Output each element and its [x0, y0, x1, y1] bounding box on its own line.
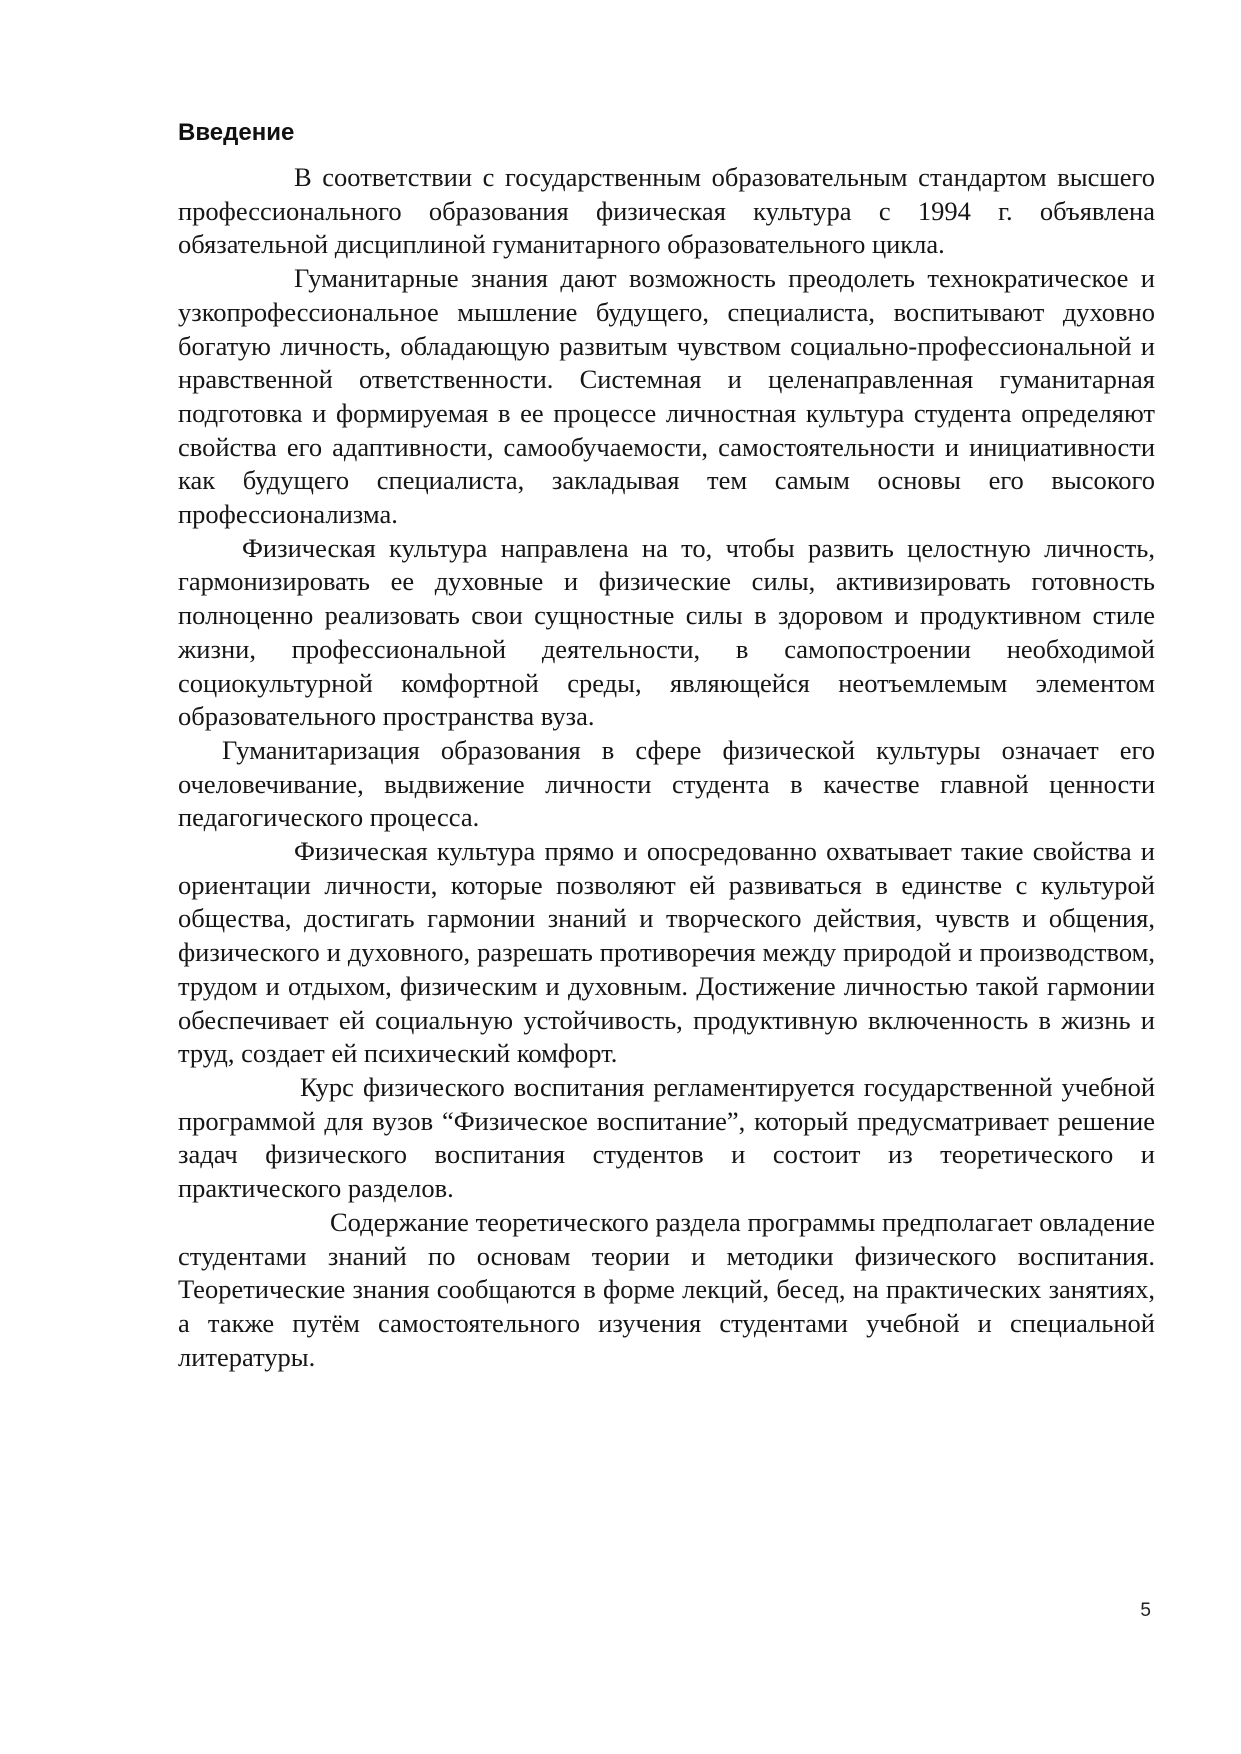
page-number: 5 — [1140, 1600, 1151, 1621]
paragraph-personality-properties: Физическая культура прямо и опосредованно охватывает такие свойства и ориентации личности, которые позволяют ей развиваться в единстве с культурой общества, достигать гармонии знаний и творческого действия, чувств и общения, физического и духовного, разрешать противоречия между природой и производством, трудом и отдыхом, физическим и духовным. Достижение личностью такой гармонии обеспечивает ей социальную устойчивость, продуктивную включенность в жизнь и труд, создает ей психический комфорт. — [178, 836, 1155, 1069]
paragraph-course-program: Курс физического воспитания регламентируется государственной учебной программой для вузов “Физическое воспитание”, который предусматривает решение задач физического воспитания студентов и состоит из теоретического и практического разделов. — [178, 1071, 1155, 1204]
paragraph-theory-section: Содержание теоретического раздела программы предполагает овладение студентами знаний по основам теории и методики физического воспитания. Теоретические знания сообщаются в форме лекций, бесед, на практических занятиях, а также путём самостоятельного изучения студентами учебной и специальной литературы. — [178, 1206, 1155, 1372]
paragraph-humanitarization: Гуманитаризация образования в сфере физической культуры означает его очеловечивание, выдвижение личности студента в качестве главной ценности педагогического процесса. — [178, 734, 1155, 833]
paragraph-physical-culture-goal: Физическая культура направлена на то, чтобы развить целостную личность, гармонизировать ее духовные и физические силы, активизировать готовность полноценно реализовать свои сущностные силы в здоровом и продуктивном стиле жизни, профессиональной деятельности, в самопостроении необходимой социокультурной комфортной среды, являющейся неотъемлемым элементом образовательного пространства вуза. — [178, 532, 1155, 732]
body-text — [178, 161, 1155, 1374]
paragraph-humanitarian-knowledge: Гуманитарные знания дают возможность преодолеть технократическое и узкопрофессиональное мышление будущего, специалиста, воспитывают духовно богатую личность, обладающую развитым чувством социально-профессиональной и нравственной ответственности. Системная и целенаправленная гуманитарная подготовка и формируемая в ее процессе личностная культура студента определяют свойства его адаптивности, самообучаемости, самостоятельности и инициативности как будущего специалиста, закладывая тем самым основы его высокого профессионализма. — [178, 263, 1155, 530]
section-heading: Введение — [178, 119, 295, 146]
paragraph-standard: В соответствии с государственным образовательным стандартом высшего профессионального образования физическая культура с 1994 г. объявлена обязательной дисциплиной гуманитарного образовательного цикла. — [178, 162, 1155, 260]
